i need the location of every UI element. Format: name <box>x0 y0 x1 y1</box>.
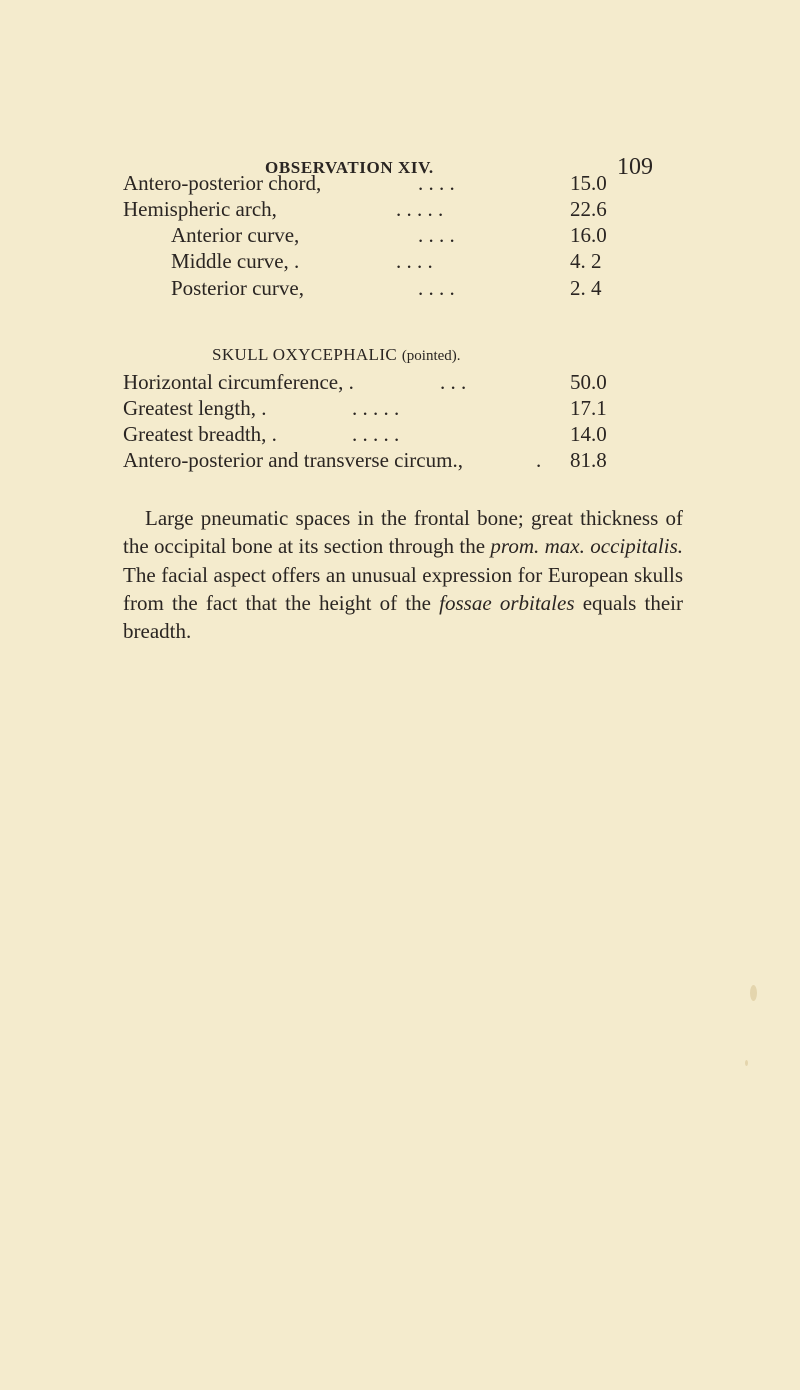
section-title: SKULL OXYCEPHALIC <box>212 345 398 364</box>
leader-dots: . <box>536 448 542 472</box>
measurement-value: 14.0 <box>570 422 607 446</box>
leader-dots: . . . . . <box>396 197 444 221</box>
paragraph-italic: fossae orbitales <box>439 590 575 615</box>
page-number: 109 <box>617 154 653 180</box>
paragraph-text: equals their breadth. <box>123 590 684 644</box>
paragraph-text: The facial aspect offers an unusual expression for European skulls from the fact that the height of the <box>123 562 683 615</box>
paragraph-text: Large pneumatic spaces in the frontal bone; great thickness of the occipital bone at its section through the <box>123 506 683 559</box>
section-note: (pointed). <box>401 348 461 364</box>
measurement-value: 81.8 <box>570 448 607 472</box>
leader-dots: . . . . <box>418 276 455 300</box>
leader-dots: . . . . <box>418 171 455 195</box>
leader-dots: . . . . <box>418 223 455 247</box>
measurement-label: Anterior curve, <box>171 223 300 247</box>
paragraph-italic: prom. max. occipitalis. <box>490 534 683 559</box>
measurement-value: 4. 2 <box>570 249 602 273</box>
measurement-value: 16.0 <box>570 223 607 247</box>
measurement-label: Antero-posterior chord, <box>123 171 322 195</box>
leader-dots: . . . . <box>396 249 433 273</box>
measurement-value: 50.0 <box>570 370 607 394</box>
body-paragraph <box>123 504 683 645</box>
measurement-row <box>0 246 800 276</box>
measurement-value: 15.0 <box>570 171 607 195</box>
paper-speck <box>750 985 757 1001</box>
measurement-label: Antero-posterior and transverse circum., <box>123 448 463 472</box>
leader-dots: . . . . . <box>352 422 400 446</box>
measurement-label: Hemispheric arch, <box>123 197 277 221</box>
paper-speck <box>745 1060 748 1066</box>
running-title: OBSERVATION XIV. <box>265 158 434 177</box>
measurement-row <box>0 273 800 303</box>
measurement-label: Greatest breadth, . <box>123 422 277 446</box>
measurement-label: Posterior curve, <box>171 276 304 300</box>
measurement-value: 2. 4 <box>570 276 602 300</box>
leader-dots: . . . . . <box>352 396 400 420</box>
measurement-value: 17.1 <box>570 396 607 420</box>
section-heading <box>212 345 461 365</box>
measurement-label: Greatest length, . <box>123 396 267 420</box>
leader-dots: . . . <box>440 370 467 394</box>
measurement-label: Middle curve, . <box>171 249 300 273</box>
measurement-label: Horizontal circumference, . <box>123 370 354 394</box>
measurement-row <box>0 445 800 475</box>
measurement-value: 22.6 <box>570 197 607 221</box>
